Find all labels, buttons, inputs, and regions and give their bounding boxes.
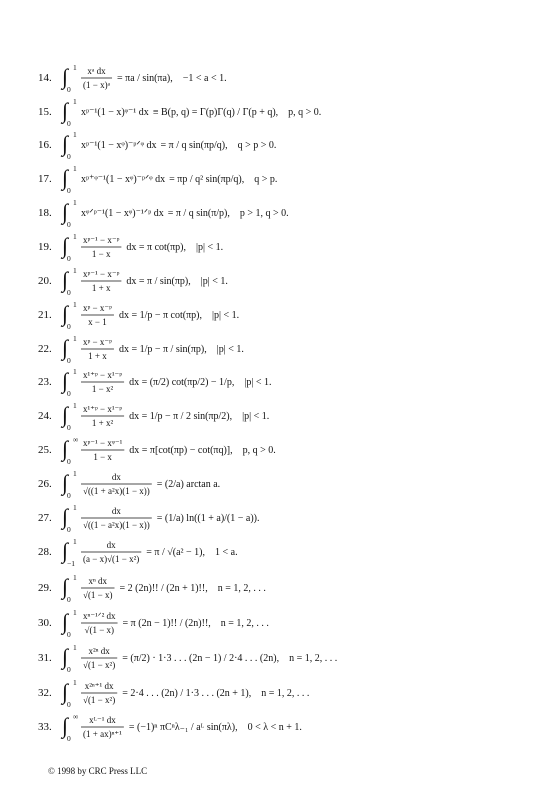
fraction-denominator: 1 + x [91, 283, 111, 293]
integral-sign: ∫ [62, 436, 69, 461]
lower-limit: −1 [67, 559, 75, 568]
formula-row [0, 198, 533, 228]
fraction-numerator: xⁿ⁻¹ᐟ² dx [83, 611, 116, 621]
lower-limit: 0 [67, 254, 71, 263]
formula-number: 22. [38, 343, 52, 355]
fraction-denominator: (1 + ax)ⁿ⁺¹ [83, 729, 122, 739]
upper-limit: 1 [73, 537, 77, 546]
formula-row [0, 678, 533, 708]
formula-expression [62, 300, 528, 330]
formula-number: 16. [38, 139, 52, 151]
upper-limit: ∞ [73, 712, 79, 721]
formula-number: 32. [38, 687, 52, 699]
upper-limit: 1 [73, 266, 77, 275]
fraction-denominator: √((1 + a²x)(1 − x)) [83, 486, 150, 496]
formula-condition: |p| < 1. [211, 310, 240, 321]
upper-limit: 1 [73, 164, 77, 173]
formula-expression [62, 537, 528, 567]
formula-expression [62, 435, 528, 465]
formula-condition: |p| < 1. [244, 377, 272, 388]
formula-expression [62, 678, 528, 708]
lower-limit: 0 [67, 630, 71, 639]
lower-limit: 0 [67, 423, 71, 432]
formula-condition: q > p. [254, 174, 278, 185]
fraction-numerator: xᵖ − x⁻ᵖ [83, 337, 112, 347]
upper-limit: 1 [73, 367, 77, 376]
formula-row [0, 232, 533, 262]
fraction-numerator: xⁿ dx [88, 576, 108, 586]
upper-limit: 1 [73, 401, 77, 410]
upper-limit: 1 [73, 198, 77, 207]
formula-result: ≡ B(p, q) = Γ(p)Γ(q) / Γ(p + q), [152, 107, 279, 118]
lower-limit: 0 [67, 85, 71, 94]
formula-row [0, 266, 533, 296]
integrand: xᵖ⁻¹(1 − x)ᵠ⁻¹ dx [81, 107, 149, 118]
integral-sign: ∫ [62, 165, 69, 190]
integral-sign: ∫ [62, 470, 69, 495]
formula-expression [62, 164, 528, 194]
formula-result: = (−1)ⁿ πCⁿλ₋₁ / aᴸ sin(πλ), [128, 722, 238, 733]
lower-limit: 0 [67, 322, 71, 331]
formula-number: 20. [38, 275, 52, 287]
formula-condition: |p| < 1. [196, 242, 224, 253]
formula-expression [62, 232, 528, 262]
formula-row [0, 573, 533, 603]
upper-limit: 1 [73, 130, 77, 139]
integral-sign: ∫ [62, 199, 69, 224]
formula-condition: p > 1, q > 0. [239, 208, 289, 219]
upper-limit: 1 [73, 643, 77, 652]
formula-row [0, 164, 533, 194]
formula-row [0, 401, 533, 431]
lower-limit: 0 [67, 152, 71, 161]
formula-result: = 2·4 . . . (2n) / 1·3 . . . (2n + 1), [122, 688, 252, 699]
formula-expression [62, 573, 528, 603]
fraction-denominator: √(1 − x) [83, 590, 113, 600]
fraction-numerator: dx [111, 506, 121, 516]
formula-number: 14. [38, 72, 52, 84]
lower-limit: 0 [67, 734, 71, 743]
formula-result: dx = 1/p − π / 2 sin(πp/2), [129, 411, 233, 422]
formula-condition: n = 1, 2, . . . [220, 618, 269, 629]
fraction-denominator: 1 − x² [91, 384, 114, 394]
fraction-denominator: (1 − x)ᵃ [83, 80, 111, 90]
formula-result: dx = 1/p − π cot(πp), [118, 310, 202, 321]
formula-expression [62, 643, 528, 673]
lower-limit: 0 [67, 356, 71, 365]
formula-number: 21. [38, 309, 52, 321]
formula-row [0, 537, 533, 567]
formula-row [0, 130, 533, 160]
formula-number: 29. [38, 582, 52, 594]
fraction-numerator: x¹⁺ᵖ − x¹⁻ᵖ [83, 404, 123, 414]
upper-limit: 1 [73, 503, 77, 512]
fraction-numerator: xᵖ⁻¹ − x⁻ᵖ [83, 235, 120, 245]
fraction-numerator: dx [111, 472, 121, 482]
upper-limit: 1 [73, 608, 77, 617]
integral-sign: ∫ [62, 574, 69, 599]
fraction-denominator: √(1 − x²) [83, 660, 116, 670]
formula-row [0, 469, 533, 499]
fraction-numerator: xᴸ⁻¹ dx [89, 715, 116, 725]
formula-condition: n = 1, 2, . . . [289, 653, 338, 664]
fraction-denominator: 1 − x [93, 452, 112, 462]
formula-result: = 2 (2n)!! / (2n + 1)!!, [119, 583, 208, 594]
formula-number: 31. [38, 652, 52, 664]
formula-result: dx = π cot(πp), [126, 242, 186, 253]
upper-limit: 1 [73, 300, 77, 309]
integral-sign: ∫ [62, 267, 69, 292]
formula-expression [62, 130, 528, 160]
fraction-denominator: 1 + x [88, 351, 107, 361]
fraction-numerator: x²ⁿ⁺¹ dx [84, 681, 114, 691]
upper-limit: 1 [73, 63, 77, 72]
formula-result: = π / q sin(π/p), [167, 208, 230, 219]
formula-row [0, 435, 533, 465]
integral-sign: ∫ [62, 98, 69, 123]
fraction-numerator: x²ⁿ dx [88, 646, 110, 656]
formula-result: dx = π / sin(πp), [126, 276, 191, 287]
integral-sign: ∫ [62, 538, 69, 563]
copyright-footer: © 1998 by CRC Press LLC [48, 766, 148, 776]
formula-number: 18. [38, 207, 52, 219]
integral-sign: ∫ [62, 64, 69, 89]
formula-row [0, 63, 533, 93]
integral-sign: ∫ [62, 233, 69, 258]
integral-sign: ∫ [62, 504, 69, 529]
formula-number: 23. [38, 376, 52, 388]
fraction-denominator: (a − x)√(1 − x²) [83, 554, 140, 564]
formula-expression [62, 63, 528, 93]
formula-condition: |p| < 1. [242, 411, 270, 422]
formula-condition: 1 < a. [214, 547, 238, 558]
formula-expression [62, 712, 528, 742]
fraction-numerator: xᵖ⁻¹ − x⁻ᵖ [83, 269, 120, 279]
integral-sign: ∫ [62, 402, 69, 427]
upper-limit: 1 [73, 334, 77, 343]
formula-condition: n = 1, 2, . . . [217, 583, 266, 594]
upper-limit: 1 [73, 469, 77, 478]
formula-result: = π (2n − 1)!! / (2n)!!, [122, 618, 211, 629]
formula-number: 30. [38, 617, 52, 629]
integral-sign: ∫ [62, 713, 69, 738]
formula-expression [62, 608, 528, 638]
formula-number: 33. [38, 721, 52, 733]
integral-sign: ∫ [62, 335, 69, 360]
lower-limit: 0 [67, 665, 71, 674]
formula-row [0, 367, 533, 397]
upper-limit: 1 [73, 97, 77, 106]
formula-condition: 0 < λ < n + 1. [247, 722, 302, 733]
formula-condition: n = 1, 2, . . . [261, 688, 310, 699]
fraction-numerator: dx [106, 540, 116, 550]
lower-limit: 0 [67, 491, 71, 500]
integrand: xᵖ⁺ᵠ⁻¹(1 − xᵠ)⁻ᵖᐟᵠ dx [81, 174, 166, 185]
formula-result: = πp / q² sin(πp/q), [169, 174, 245, 185]
formula-expression [62, 503, 528, 533]
formula-expression [62, 469, 528, 499]
formula-condition: |p| < 1. [200, 276, 228, 287]
formula-expression [62, 198, 528, 228]
lower-limit: 0 [67, 220, 71, 229]
integral-sign: ∫ [62, 609, 69, 634]
upper-limit: 1 [73, 678, 77, 687]
formula-row [0, 300, 533, 330]
integral-sign: ∫ [62, 679, 69, 704]
formula-row [0, 334, 533, 364]
fraction-denominator: √((1 − a²x)(1 − x)) [83, 520, 150, 530]
fraction-numerator: xᵖ⁻¹ − xᵠ⁻¹ [83, 438, 123, 448]
formula-condition: |p| < 1. [216, 344, 244, 355]
formula-condition: p, q > 0. [288, 107, 322, 118]
formula-row [0, 97, 533, 127]
formula-expression [62, 401, 528, 431]
formula-number: 27. [38, 512, 52, 524]
formula-number: 28. [38, 546, 52, 558]
formula-result: dx = (π/2) cot(πp/2) − 1/p, [129, 377, 235, 388]
fraction-numerator: xᵃ dx [87, 66, 106, 76]
lower-limit: 0 [67, 288, 71, 297]
fraction-denominator: √(1 − x²) [83, 695, 116, 705]
lower-limit: 0 [67, 595, 71, 604]
formula-result: = (2/a) arctan a. [156, 479, 221, 490]
formula-number: 24. [38, 410, 52, 422]
formula-number: 26. [38, 478, 52, 490]
lower-limit: 0 [67, 457, 71, 466]
formula-row [0, 712, 533, 742]
lower-limit: 0 [67, 186, 71, 195]
lower-limit: 0 [67, 119, 71, 128]
fraction-denominator: x − 1 [88, 317, 107, 327]
integrand: xᵠᐟᵖ⁻¹(1 − xᵠ)⁻¹ᐟᵖ dx [81, 208, 164, 219]
formula-result: dx = 1/p − π / sin(πp), [118, 344, 207, 355]
fraction-numerator: xᵖ − x⁻ᵖ [83, 303, 112, 313]
fraction-denominator: √(1 − x) [84, 625, 115, 635]
upper-limit: ∞ [73, 435, 79, 444]
formula-condition: q > p > 0. [237, 140, 277, 151]
integral-sign: ∫ [62, 301, 69, 326]
formula-number: 17. [38, 173, 52, 185]
formula-result: = π / q sin(πp/q), [160, 140, 228, 151]
integral-sign: ∫ [62, 131, 69, 156]
upper-limit: 1 [73, 573, 77, 582]
fraction-denominator: 1 − x [91, 249, 111, 259]
lower-limit: 0 [67, 389, 71, 398]
formula-number: 15. [38, 106, 52, 118]
formula-result: = πa / sin(πa), [117, 73, 173, 84]
formula-result: = (1/a) ln((1 + a)/(1 − a)). [156, 513, 260, 524]
formula-row [0, 503, 533, 533]
upper-limit: 1 [73, 232, 77, 241]
formula-number: 25. [38, 444, 52, 456]
formula-result: = (π/2) · 1·3 . . . (2n − 1) / 2·4 . . . (2n), [122, 653, 280, 664]
formula-result: dx = π[cot(πp) − cot(πq)], [129, 445, 233, 456]
fraction-denominator: 1 + x² [91, 418, 114, 428]
formula-condition: p, q > 0. [242, 445, 276, 456]
formula-expression [62, 266, 528, 296]
formula-condition: −1 < a < 1. [182, 73, 227, 84]
formula-row [0, 643, 533, 673]
integral-sign: ∫ [62, 368, 69, 393]
integrand: xᵖ⁻¹(1 − xᵠ)⁻ᵖᐟᵠ dx [81, 140, 157, 151]
lower-limit: 0 [67, 525, 71, 534]
formula-row [0, 608, 533, 638]
formula-number: 19. [38, 241, 52, 253]
formula-result: = π / √(a² − 1), [146, 547, 205, 558]
formula-expression [62, 367, 528, 397]
formula-expression [62, 334, 528, 364]
formula-expression [62, 97, 528, 127]
integral-sign: ∫ [62, 644, 69, 669]
lower-limit: 0 [67, 700, 71, 709]
fraction-numerator: x¹⁺ᵖ − x¹⁻ᵖ [83, 370, 123, 380]
